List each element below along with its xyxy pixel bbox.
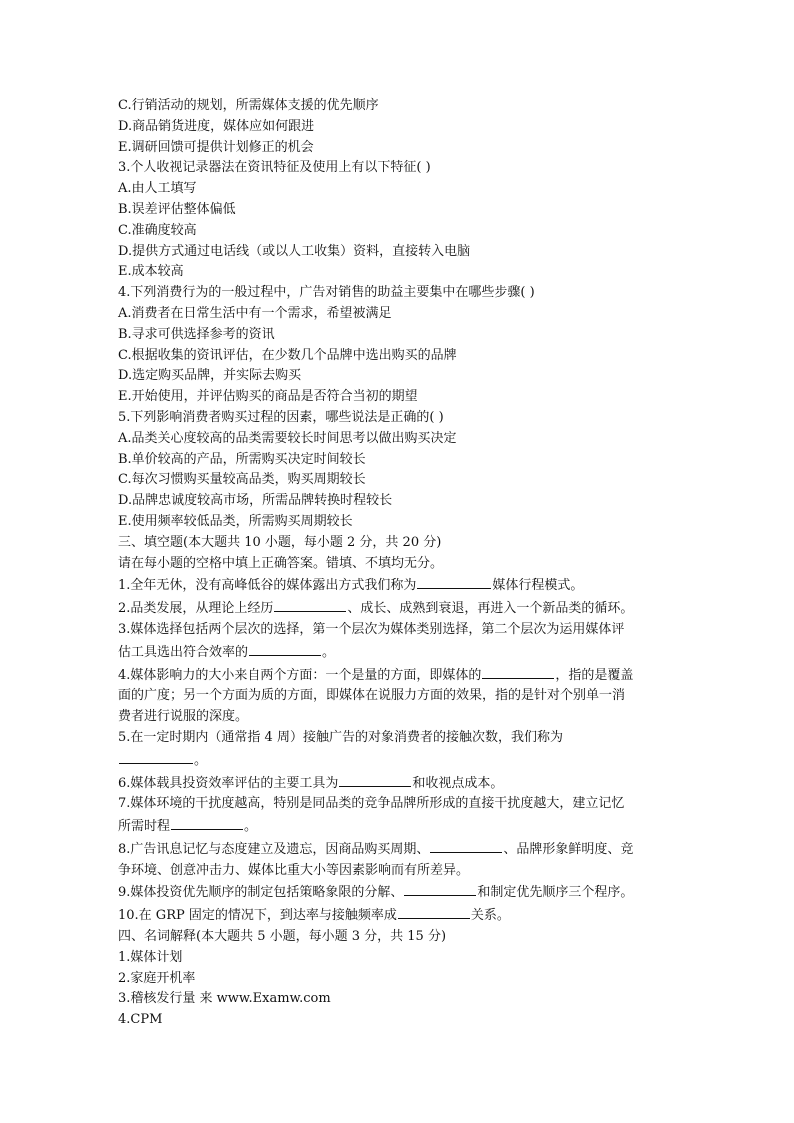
question-text: 估工具选出符合效率的 (118, 644, 249, 660)
answer-blank (482, 664, 554, 679)
answer-blank (274, 597, 346, 612)
question-text: 10.在 GRP 固定的情况下，到达率与接触频率成 (118, 908, 397, 924)
question-text: 8.广告讯息记忆与态度建立及遗忘，因商品购买周期、 (118, 841, 430, 857)
question-text: 3.个人收视记录器法在资讯特征及使用上有以下特征( ) (118, 160, 431, 176)
question-text: 。 (194, 752, 208, 768)
fill-question-3 (118, 620, 678, 664)
question-text: 3.媒体选择包括两个层次的选择，第一个层次为媒体类别选择，第二个层次为运用媒体评 (118, 621, 625, 637)
question-text: 面的广度；另一个方面为质的方面，即媒体在说服力方面的效果，指的是针对个别单一消 (118, 688, 626, 704)
answer-blank (404, 881, 476, 896)
question-text: 9.媒体投资优先顺序的制定包括策略象限的分解、 (118, 885, 404, 901)
option-text: B.误差评估整体偏低 (118, 201, 236, 217)
question-text: 关系。 (470, 908, 510, 924)
fill-question-7 (118, 794, 678, 838)
answer-blank (398, 904, 470, 919)
answer-blank (119, 749, 193, 764)
fill-question-4 (118, 664, 678, 728)
exam-content (118, 96, 678, 1031)
question-text: 和收视点成本。 (412, 775, 504, 791)
option-text: C.行销活动的规划，所需媒体支援的优先顺序 (118, 98, 379, 113)
question-text: 5.在一定时期内（通常指 4 周）接触广告的对象消费者的接触次数，我们称为 (118, 729, 563, 745)
option-text: E.成本较高 (118, 264, 184, 280)
answer-blank (430, 838, 502, 853)
option-text: E.调研回馈可提供计划修正的机会 (118, 139, 314, 155)
term-item: 1.媒体计划 (118, 949, 183, 965)
question-text: 争环境、创意冲击力、媒体比重大小等因素影响而有所差异。 (118, 862, 470, 878)
question-text: 、成长、成熟到衰退，再进入一个新品类的循环。 (347, 601, 634, 617)
option-text: B.寻求可供选择参考的资讯 (118, 326, 275, 342)
answer-blank (171, 815, 243, 830)
question-text: 和制定优先顺序三个程序。 (477, 885, 634, 901)
fill-question-9 (118, 881, 678, 904)
option-text: A.品类关心度较高的品类需要较长时间思考以做出购买决定 (118, 430, 457, 446)
section-heading: 四、名词解释(本大题共 5 小题，每小题 3 分，共 15 分) (118, 929, 447, 945)
question-text: 媒体行程模式。 (492, 578, 584, 594)
option-text: C.准确度较高 (118, 222, 197, 238)
question-text: 、品牌形象鲜明度、竞 (503, 841, 634, 857)
option-text: D.商品销货进度，媒体应如何跟进 (118, 118, 315, 134)
question-text: 。 (322, 644, 336, 660)
option-text: D.选定购买品牌，并实际去购买 (118, 368, 302, 384)
option-text: E.使用频率较低品类，所需购买周期较长 (118, 513, 353, 529)
option-text: B.单价较高的产品，所需购买决定时间较长 (118, 451, 366, 467)
fill-question-6 (118, 772, 678, 795)
option-text: A.由人工填写 (118, 181, 197, 197)
fill-question-1 (118, 574, 678, 597)
option-text: C.根据收集的资讯评估，在少数几个品牌中选出购买的品牌 (118, 347, 457, 363)
section-heading: 三、填空题(本大题共 10 小题，每小题 2 分，共 20 分) (118, 534, 442, 550)
term-item: 4.CPM (118, 1012, 163, 1028)
question-text: 7.媒体环境的干扰度越高，特别是同品类的竞争品牌所形成的直接干扰度越大，建立记忆 (118, 796, 625, 812)
question-text: ，指的是覆盖 (555, 667, 634, 683)
question-text: 所需时程 (118, 819, 171, 835)
question-text: 4.下列消费行为的一般过程中，广告对销售的助益主要集中在哪些步骤( ) (118, 285, 535, 301)
question-text: 2.品类发展，从理论上经历 (118, 601, 274, 617)
option-text: D.提供方式通过电话线（或以人工收集）资料，直接转入电脑 (118, 243, 471, 259)
fill-question-10 (118, 904, 678, 927)
question-text: 。 (244, 819, 258, 835)
term-item: 2.家庭开机率 (118, 970, 196, 986)
question-text: 6.媒体载具投资效率评估的主要工具为 (118, 775, 339, 791)
answer-blank (249, 641, 321, 656)
question-text: 4.媒体影响力的大小来自两个方面：一个是量的方面，即媒体的 (118, 667, 482, 683)
answer-blank (339, 772, 411, 787)
answer-blank (417, 574, 491, 589)
fill-question-2 (118, 597, 678, 620)
fill-question-5 (118, 728, 678, 772)
option-text: A.消费者在日常生活中有一个需求，希望被满足 (118, 305, 392, 321)
option-text: C.每次习惯购买量较高品类，购买周期较长 (118, 472, 366, 488)
question-text: 5.下列影响消费者购买过程的因素，哪些说法是正确的( ) (118, 409, 444, 425)
section-instructions: 请在每小题的空格中填上正确答案。错填、不填均无分。 (118, 555, 444, 571)
fill-question-8 (118, 838, 678, 882)
term-item: 3.稽核发行量 来 www.Examw.com (118, 991, 331, 1007)
option-text: E.开始使用，并评估购买的商品是否符合当初的期望 (118, 389, 418, 405)
option-text: D.品牌忠诚度较高市场，所需品牌转换时程较长 (118, 493, 393, 509)
question-text: 费者进行说服的深度。 (118, 709, 249, 725)
question-text: 1.全年无休，没有高峰低谷的媒体露出方式我们称为 (118, 578, 417, 594)
